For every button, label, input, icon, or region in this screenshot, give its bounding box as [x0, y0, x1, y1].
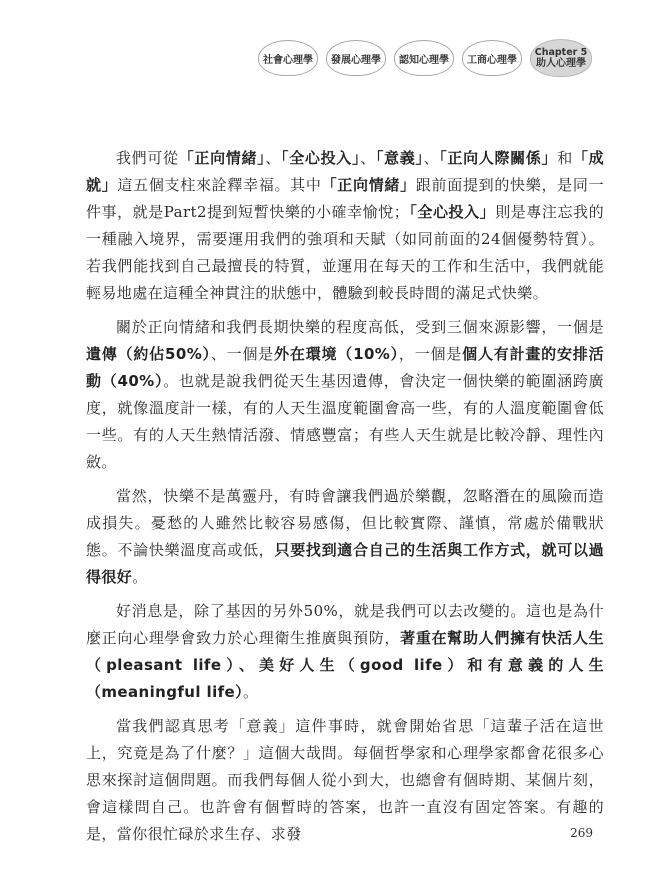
paragraph	[86, 314, 604, 476]
text-run: 、一個是	[210, 345, 275, 363]
text-run: 、	[265, 149, 282, 167]
paragraph	[86, 483, 604, 591]
text-run: 、	[423, 149, 440, 167]
bold-text: 「全心投入」	[409, 203, 496, 221]
chapter-tab-label: 助人心理學	[536, 58, 586, 69]
body-text	[86, 145, 604, 848]
bold-text: 只要找到適合自己的生活與工作方式，就可以過得很好	[86, 541, 604, 586]
chapter-tab-label: 認知心理學	[399, 54, 449, 66]
chapter-tab-label: 發展心理學	[331, 54, 381, 66]
text-run: ，一個是	[398, 345, 463, 363]
text-run: 我們可從	[116, 149, 179, 167]
bold-text: 「正向情緒」	[178, 149, 266, 167]
text-run: 當然，快樂不是萬靈丹，有時會讓我們過於樂觀，忽略潛在的風險而造成損失。憂愁的人雖然比較容易感傷，但比較實際、謹慎，常處於備戰狀態。不論快樂溫度高或低，	[86, 487, 604, 559]
text-run: 關於正向情緒和我們長期快樂的程度高低，受到三個來源影響，一個是	[116, 318, 604, 336]
bold-text: 「全心投入」	[281, 149, 361, 167]
text-run: 好消息是，除了基因的另外50%，就是我們可以去改變的。這也是為什麼正向心理學會致力於心理衛生推廣與預防，	[86, 602, 604, 647]
chapter-tab-cognitive-psychology[interactable]	[394, 40, 454, 76]
chapter-tab-helping-psychology[interactable]	[530, 39, 592, 77]
text-run: 、	[360, 149, 376, 167]
text-run: 則是專注忘我的一種融入境界，需要運用我們的強項和天賦（如同前面的24個優勢特質）。若我們能找到自己最擅長的特質，並運用在每天的工作和生活中，我們就能輕易地處在這種全神貫注的狀態中，體驗到較長時間的滿足式快樂。	[86, 203, 604, 302]
text-run: 當我們認真思考「意義」這件事時，就會開始省思「這輩子活在這世上，究竟是為了什麼？」這個大哉問。每個哲學家和心理學家都會花很多心思來探討這個問題。而我們每個人從小到大，也總會有個時期、某個片刻，會這樣問自己。也許會有個暫時的答案，也許一直沒有固定答案。有趣的是，當你很忙碌於求生存、求發	[86, 717, 604, 843]
paragraph	[86, 713, 604, 848]
text-run: 跟前面提到的快樂，是同一件事，就是Part2提到短暫快樂的小確幸愉悅；	[86, 176, 604, 221]
paragraph	[86, 598, 604, 706]
text-run: 。	[132, 568, 148, 586]
chapter-tab-developmental-psychology[interactable]	[326, 40, 386, 76]
chapter-number: Chapter 5	[534, 47, 588, 58]
chapter-tab-industrial-psychology[interactable]	[462, 40, 522, 76]
bold-text: 遺傳（約佔50%）	[86, 345, 211, 363]
chapter-tab-social-psychology[interactable]	[258, 40, 318, 76]
chapter-tab-label: 社會心理學	[263, 54, 313, 66]
text-run: 和	[557, 149, 573, 167]
text-run: 這五個支柱來詮釋幸福。其中	[117, 176, 322, 194]
text-run: 。	[243, 683, 259, 701]
text-run: 。也就是說我們從天生基因遺傳，會決定一個快樂的範圍涵跨廣度，就像溫度計一樣，有的人天生溫度範圍會高一些，有的人溫度範圍會低一些。有的人天生熱情活潑、情感豐富；有些人天生就是比較冷靜、理性內斂。	[86, 372, 605, 471]
bold-text: 「正向情緒」	[321, 176, 416, 194]
chapter-tab-label: 工商心理學	[467, 54, 517, 66]
bold-text: 個人有計畫的安排活動（40%）	[86, 345, 604, 390]
paragraph	[86, 145, 604, 307]
bold-text: 外在環境（10%）	[274, 345, 399, 363]
bold-text: 「意義」	[375, 149, 424, 167]
page-number: 269	[570, 826, 593, 840]
bold-text: 「正向人際關係」	[439, 149, 558, 167]
bold-text: 「成就」	[86, 149, 604, 194]
bold-text: 著重在幫助人們擁有快活人生（pleasant life）、美好人生（good life）和有意義的人生（meaningful life）	[86, 629, 604, 701]
